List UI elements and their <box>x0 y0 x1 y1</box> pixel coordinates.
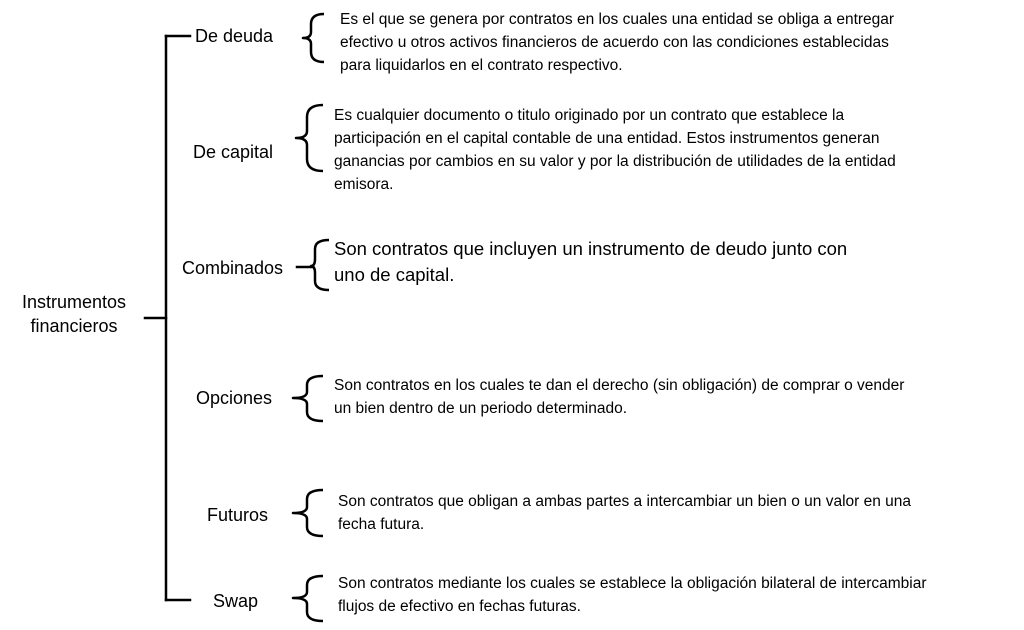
description-futuros <box>338 490 911 536</box>
description-line: Son contratos que incluyen un instrumento de deudo junto con <box>334 238 848 259</box>
root-label-line-1: Instrumentos <box>21 292 127 312</box>
brace-opciones <box>293 376 323 421</box>
description-line: Son contratos mediante los cuales se establece la obligación bilateral de intercambiar <box>338 575 927 592</box>
description-line: Es el que se genera por contratos en los cuales una entidad se obliga a entregar <box>340 11 895 28</box>
description-combinados <box>334 236 847 288</box>
description-line: flujos de efectivo en fechas futuras. <box>338 598 581 615</box>
category-de-deuda: De deuda <box>195 26 274 46</box>
description-line: para liquidarlos en el contrato respectivo. <box>340 57 623 74</box>
category-opciones: Opciones <box>196 388 273 408</box>
description-swap <box>338 572 926 618</box>
description-de-capital <box>334 104 896 196</box>
description-line: Son contratos en los cuales te dan el derecho (sin obligación) de comprar o vender <box>334 377 905 394</box>
category-futuros: Futuros <box>207 505 269 525</box>
brace-swap <box>293 576 323 621</box>
brace-de-deuda <box>303 14 324 62</box>
root-label <box>6 290 142 338</box>
description-line: Es cualquier documento o titulo originado por un contrato que establece la <box>334 107 845 124</box>
description-line: un bien dentro de un periodo determinado. <box>334 400 627 417</box>
description-line: Son contratos que obligan a ambas partes a intercambiar un bien o un valor en una <box>338 493 912 510</box>
brace-de-capital <box>296 105 323 171</box>
description-line: ganancias por cambios en su valor y por la distribución de utilidades de la entidad <box>334 153 896 170</box>
category-swap: Swap <box>213 591 259 611</box>
brace-combinados <box>311 240 329 290</box>
category-de-capital: De capital <box>193 142 274 162</box>
description-de-deuda <box>340 8 894 77</box>
brace-futuros <box>293 490 323 536</box>
description-line: efectivo u otros activos financieros de acuerdo con las condiciones establecidas <box>340 34 889 51</box>
category-combinados: Combinados <box>182 258 284 278</box>
description-line: participación en el capital contable de una entidad. Estos instrumentos generan <box>334 130 880 147</box>
root-label-line-2: financieros <box>30 316 118 336</box>
description-line: emisora. <box>334 176 394 193</box>
description-line: fecha futura. <box>338 516 425 533</box>
description-opciones <box>334 374 904 420</box>
description-line: uno de capital. <box>334 264 455 285</box>
